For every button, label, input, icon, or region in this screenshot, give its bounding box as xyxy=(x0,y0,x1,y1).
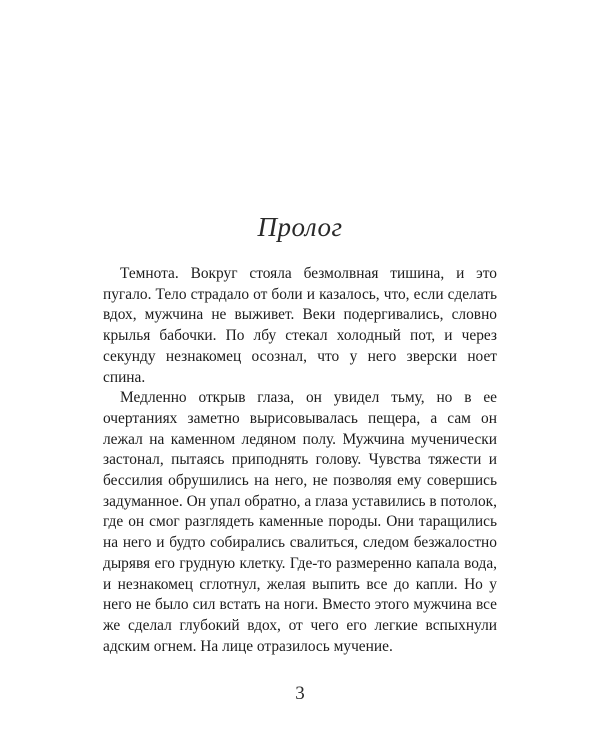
paragraph-2: Медленно открыв глаза, он увидел тьму, но в ее очертаниях заметно вырисовывалась пещера, а сам он лежал на каменном ледяном полу. Мужчина мученически застонал, пытаясь приподнять голову. Чувства тяжести и бессилия обрушились на него, не позволяя ему совершись задуманное. Он упал обратно, а глаза уставились в потолок, где он смог разглядеть каменные породы. Они таращились на него и будто собирались свалиться, следом безжалостно дырявя его грудную клетку. Где-то размеренно капала вода, и незнакомец сглотнул, желая выпить все до капли. Но у него не было сил встать на ноги. Вместо этого мужчина все же сделал глубокий вдох, от чего его легкие вспыхнули адским огнем. На лице отразилось мучение. xyxy=(103,389,497,655)
paragraph-1: Темнота. Вокруг стояла безмолвная тишина, и это пугало. Тело страдало от боли и казалось, что, если сделать вдох, мужчина не выживет. Веки подергивались, словно крылья бабочки. По лбу стекал холодный пот, и через секунду незнакомец осознал, что у него зверски ноет спина. xyxy=(103,265,497,386)
chapter-title: Пролог xyxy=(257,212,343,242)
chapter-body xyxy=(103,264,497,657)
page-number: 3 xyxy=(295,683,305,704)
